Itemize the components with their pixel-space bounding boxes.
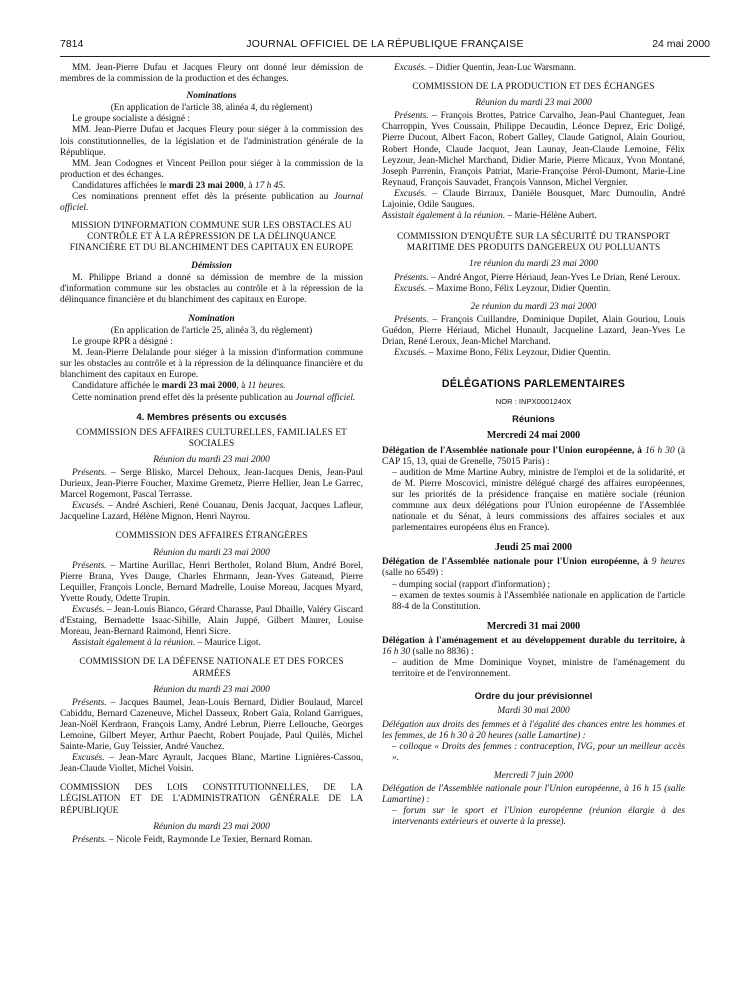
presents-line (382, 273, 685, 284)
text: Ces nominations prennent effet dès la présente publication au (72, 192, 334, 203)
time-text: 11 heures. (247, 381, 286, 392)
agenda-text: Délégation de l'Assemblée nationale pour l'Union européenne, à 16 h 15 (salle Lamartine) : (382, 783, 685, 806)
agenda-item: – examen de textes soumis à l'Assemblée nationale en application de l'article 88-4 de la Constitution. (392, 590, 685, 612)
reunions-heading: Réunions (512, 413, 555, 425)
text: Cette nomination prend effet dès la présente publication au (72, 392, 296, 403)
presents-line (382, 111, 685, 189)
label: Excusés. (394, 188, 427, 199)
label: Présents. (394, 314, 429, 325)
delegation-name: Délégation de l'Assemblée nationale pour l'Union européenne, à (382, 557, 648, 568)
demission-heading: Démission (191, 260, 232, 271)
time-text: 16 h 30 (645, 445, 675, 456)
text: , à (243, 180, 255, 191)
names: – Maurice Ligot. (195, 638, 261, 649)
label: Présents. (72, 468, 107, 478)
presents-line (382, 315, 685, 348)
paragraph: M. Jean-Pierre Delalande pour siéger à la mission d'information commune sur les obstacles au contrôle et à la répression de la délinquance financière et du blanchiment des capitaux en Europe. (60, 348, 363, 381)
agenda-item: – forum sur le sport et l'Union européenne (réunion élargie à des intervenants extérieurs et ouverte à la presse). (392, 806, 685, 828)
label: Excusés. (72, 501, 105, 512)
excuses-line (60, 753, 363, 775)
commission-title: COMMISSION DE LA PRODUCTION ET DES ÉCHANGES (412, 82, 655, 93)
names: – Serge Blisko, Marcel Dehoux, Jean-Jacques Denis, Jean-Paul Durieux, Jean-Pierre Foucher, Maxime Gremetz, Pierre Hellier, Jean Le Garrec, Marcel Rogemont, Pascal Terrasse. (60, 468, 363, 501)
paragraph: Le groupe RPR a désigné : (72, 337, 173, 348)
delegation-line (382, 557, 685, 579)
names: – Maxime Bono, Félix Leyzour, Didier Quentin. (426, 283, 611, 294)
effect-line (60, 393, 363, 404)
names: – André Aschieri, René Couanau, Denis Jacquat, Jacques Lafleur, Jacqueline Lazard, Hélène Mignon, Henri Nayrou. (60, 501, 363, 523)
label: Présents. (72, 697, 107, 708)
agenda-text: Délégation aux droits des femmes et à l'égalité des chances entre les hommes et les femmes, de 16 h 30 à 20 heures (salle Lamartine) : (382, 719, 685, 741)
delegation-name: Délégation à l'aménagement et au développement durable du territoire, à (382, 635, 685, 646)
label: Excusés. (72, 753, 105, 764)
effect-line (60, 192, 363, 214)
application-note: (En application de l'article 38, alinéa 4, du règlement) (110, 103, 313, 114)
paragraph: MM. Jean Codognes et Vincent Peillon pour siéger à la commission de la production et des échanges. (60, 158, 363, 180)
nominations-heading: Nominations (186, 91, 237, 102)
presents-line (60, 561, 363, 605)
paragraph: Le groupe socialiste a désigné : (72, 114, 190, 125)
commission-title: COMMISSION DES AFFAIRES ÉTRANGÈRES (115, 531, 308, 542)
reunion-date: Réunion du mardi 23 mai 2000 (153, 547, 270, 558)
commission-title: COMMISSION DE LA DÉFENSE NATIONALE ET DES FORCES ARMÉES (79, 657, 344, 679)
day-heading: Mercredi 24 mai 2000 (486, 430, 581, 442)
application-note: (En application de l'article 25, alinéa 3, du règlement) (110, 325, 313, 336)
names: – Martine Aurillac, Henri Bertholet, Roland Blum, André Borel, Pierre Brana, Yves Dauge, Charles Ehrmann, Jean-Yves Gateaud, Pierre Lequiller, François Loncle, Bernard Madrelle, Louise Moreau, Jacques Myard, Yvette Roudy, Odette Trupin. (60, 560, 363, 604)
commission-title: COMMISSION DES AFFAIRES CULTURELLES, FAMILIALES ET SOCIALES (76, 427, 347, 449)
agenda-item: – dumping social (rapport d'information) ; (392, 579, 551, 590)
label: Présents. (72, 834, 107, 845)
label: Présents. (72, 560, 107, 571)
right-column (382, 63, 685, 828)
paragraph: M. Philippe Briand a donné sa démission de membre de la mission d'information commune sur les obstacles au contrôle et à la répression de la délinquance financière et du blanchiment des capitaux en Europe. (60, 272, 363, 305)
names: – Jean-Marc Ayrault, Jacques Blanc, Martine Lignières-Cassou, Jean-Claude Viollet, Michel Voisin. (60, 753, 363, 775)
text: , à (236, 381, 248, 392)
place-text: (salle no 6549) : (382, 568, 444, 579)
label: Assistait également à la réunion. (72, 638, 196, 649)
day-heading: Mercredi 31 mai 2000 (486, 620, 581, 632)
reunion-date: Réunion du mardi 23 mai 2000 (153, 684, 270, 695)
names: – Maxime Bono, Félix Leyzour, Didier Quentin. (426, 348, 611, 359)
label: Excusés. (394, 63, 427, 73)
place-text: (salle no 8836) : (410, 647, 474, 658)
time-text: 17 h 45. (254, 180, 286, 191)
paragraph: MM. Jean-Pierre Dufau et Jacques Fleury ont donné leur démission de membres de la commission de la production et des échanges. (60, 63, 363, 85)
candidature-line (60, 381, 363, 392)
paragraph: MM. Jean-Pierre Dufau et Jacques Fleury pour siéger à la commission des lois constitutionnelles, de la législation et de l'administration générale de la République. (60, 125, 363, 158)
label: Excusés. (394, 348, 427, 359)
reunion-date: 1re réunion du mardi 23 mai 2000 (469, 259, 598, 270)
reunion-date: Réunion du mardi 23 mai 2000 (153, 821, 270, 832)
label: Présents. (394, 272, 429, 283)
names: – André Angot, Pierre Hériaud, Jean-Yves Le Drian, René Leroux. (428, 272, 681, 283)
excuses-line (382, 348, 685, 359)
label: Excusés. (72, 605, 105, 616)
presents-line (60, 698, 363, 753)
assistait-line (60, 638, 363, 649)
names: – Marie-Hélène Aubert. (505, 211, 597, 222)
names: – Claude Birraux, Danièle Bousquet, Marc Dumoulin, André Lajoinie, Odile Saugues. (382, 188, 685, 211)
day-heading: Jeudi 25 mai 2000 (495, 542, 572, 554)
time-text: 9 heures (651, 557, 686, 568)
candidatures-line (60, 181, 363, 192)
agenda-item: – colloque « Droits des femmes : contraception, IVG, pour un meilleur accès ». (392, 741, 685, 763)
names: – Jacques Baumel, Jean-Louis Bernard, Didier Boulaud, Marcel Cabiddu, Bernard Cazeneuve, Michel Dasseux, Robert Gaïa, Roland Garrigues, Jean-Noël Kerdraon, François Lamy, André Lebrun, Pierre Lellouche, Georges Lemoine, Gilbert Meyer, Arthur Paecht, Robert Poujade, Paul Quilès, Michel Sainte-Marie, Guy Teissier, André Vauchez. (60, 697, 363, 753)
mission-title: MISSION D'INFORMATION COMMUNE SUR LES OBSTACLES AU CONTRÔLE ET À LA RÉPRESSION DE LA DÉLINQUANCE FINANCIÈRE ET DU BLANCHIMENT DES CAPITAUX EN EUROPE (69, 221, 354, 254)
section-4-heading: 4. Membres présents ou excusés (136, 411, 287, 423)
names: – Nicole Feidt, Raymonde Le Texier, Bernard Roman. (106, 834, 313, 845)
names: – Jean-Louis Bianco, Gérard Charasse, Paul Dhaille, Valéry Giscard d'Estaing, Bernadette Isaac-Sibille, Alain Juppé, Gilbert Maurer, Louise Moreau, Jean-Bernard Raimond, Henri Sicre. (60, 605, 363, 638)
nomination-heading: Nomination (188, 313, 235, 324)
names: – François Brottes, Patrice Carvalho, Jean-Paul Chanteguet, Jean Charroppin, Yves Coussain, Philippe Decaudin, Léonce Deprez, Eric Doligé, Pierre Ducout, Albert Facon, Robert Galley, Claude Gatignol, Alain Gouriou, Robert Honde, Claude Jacquot, Jean Launay, Jean-Claude Lemoine, Félix Leyzour, Jean-Michel Marchand, Didier Marie, Pierre Micaux, Yvon Montané, Joseph Parrenin, François Patriat, Marie-Françoise Pérol-Dumont, Marie-Line Reynaud, François Sauvadet, François Vannson, Michel Vergnier. (382, 111, 685, 188)
header-rule (60, 56, 710, 57)
text: Candidatures affichées le (72, 180, 169, 191)
page-number: 7814 (60, 38, 84, 50)
text: Candidature affichée le (72, 381, 162, 392)
reunion-date: Réunion du mardi 23 mai 2000 (153, 454, 270, 465)
agenda-item: – audition de Mme Martine Aubry, ministre de l'emploi et de la solidarité, et de M. Pierre Moscovici, ministre délégué chargé des affaires européennes, sur les priorités de la présidence française en matière sociale (réunion commune aux deux délégations pour l'Union européenne de l'Assemblée nationale et du Sénat, à leurs commissions des affaires sociales et aux parlementaires européens élus en France). (392, 467, 685, 534)
excuses-line (382, 63, 685, 74)
label: Assistait également à la réunion. (382, 211, 506, 222)
time-text: 16 h 30 (382, 647, 411, 658)
commission-title: COMMISSION DES LOIS CONSTITUTIONNELLES, DE LA LÉGISLATION ET DE L'ADMINISTRATION GÉNÉRALE DE LA RÉPUBLIQUE (60, 783, 363, 816)
left-column (60, 63, 363, 846)
reunion-date: Réunion du mardi 23 mai 2000 (475, 98, 592, 109)
journal-title: JOURNAL OFFICIEL DE LA RÉPUBLIQUE FRANÇAISE (246, 38, 524, 50)
names: – Didier Quentin, Jean-Luc Warsmann. (426, 63, 576, 73)
delegation-name: Délégation de l'Assemblée nationale pour l'Union européenne, à (382, 445, 642, 456)
excuses-line (382, 189, 685, 211)
reunion-date: 2e réunion du mardi 23 mai 2000 (470, 301, 597, 312)
agenda-item: – audition de Mme Dominique Voynet, ministre de l'aménagement du territoire et de l'environnement. (392, 658, 685, 680)
assistait-line (382, 211, 685, 222)
day-heading: Mercredi 7 juin 2000 (493, 770, 574, 781)
day-heading: Mardi 30 mai 2000 (497, 706, 570, 717)
journal-ref: Journal officiel. (295, 392, 356, 403)
label: Présents. (394, 111, 429, 122)
label: Excusés. (394, 283, 427, 294)
excuses-line (60, 605, 363, 638)
names: – François Cuillandre, Dominique Dupilet, Alain Gouriou, Louis Guédon, Pierre Hériaud, Michel Hunault, Jacqueline Lazard, Jean-Yves Le Drian, René Leroux, Jean-Michel Marchand. (382, 314, 685, 347)
delegations-heading: DÉLÉGATIONS PARLEMENTAIRES (441, 378, 626, 391)
delegation-line (382, 446, 685, 468)
issue-date: 24 mai 2000 (652, 38, 710, 50)
excuses-line (60, 501, 363, 523)
excuses-line (382, 284, 685, 295)
date-text: mardi 23 mai 2000 (168, 180, 244, 191)
commission-title: COMMISSION D'ENQUÊTE SUR LA SÉCURITÉ DU TRANSPORT MARITIME DES PRODUITS DANGEREUX OU POLLUANTS (396, 232, 671, 254)
date-text: mardi 23 mai 2000 (161, 381, 237, 392)
ordre-du-jour-heading: Ordre du jour prévisionnel (474, 690, 593, 702)
nor-reference: NOR : INPX0001240X (495, 397, 572, 407)
presents-line (60, 835, 363, 846)
journal-ref: Journal officiel. (60, 192, 363, 214)
place-text: (à CAP 15, 13, quai de Grenelle, 75015 Paris) : (382, 445, 686, 467)
presents-line (60, 468, 363, 501)
page-header (60, 38, 710, 54)
delegation-line (382, 636, 685, 658)
